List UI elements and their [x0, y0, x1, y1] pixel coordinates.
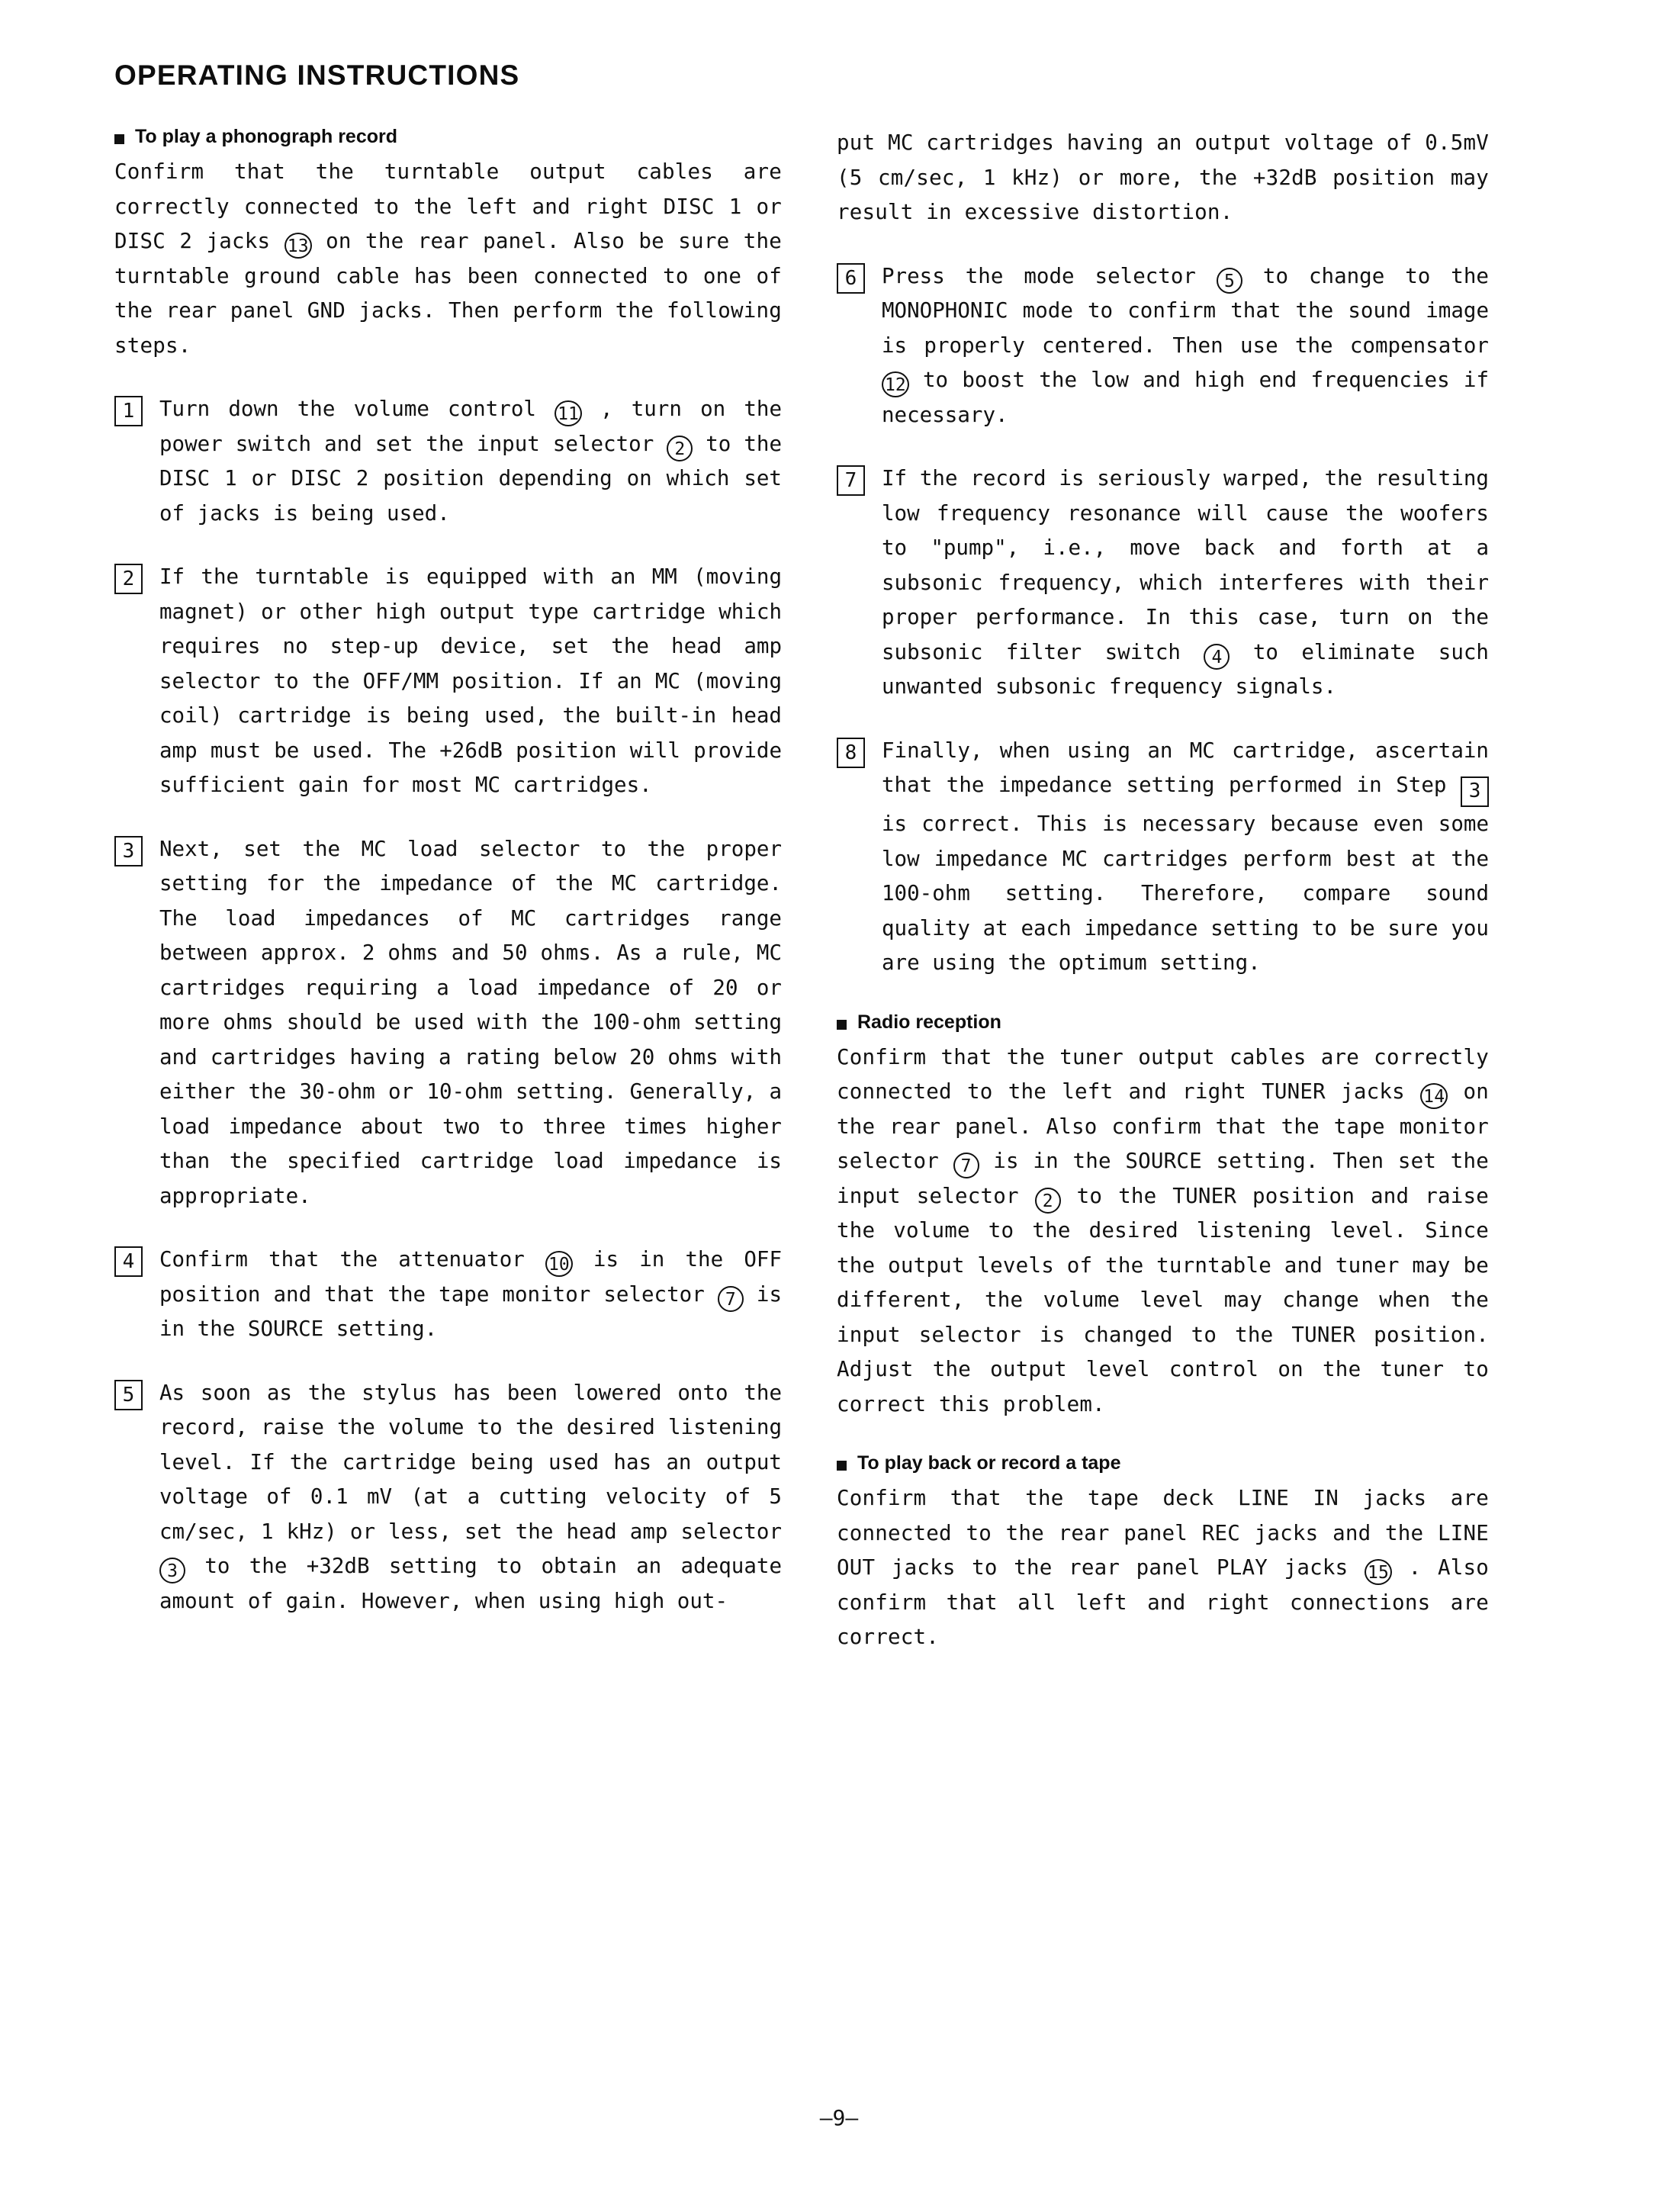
step-item [837, 734, 1489, 981]
step-text [159, 1376, 782, 1619]
bullet-square-icon [837, 1461, 847, 1471]
step-text-b: , turn on the power switch and set the input selector [159, 397, 782, 456]
section-heading-tape [837, 1452, 1489, 1474]
step-item [114, 832, 782, 1214]
step-text [159, 832, 782, 1214]
right-column [837, 126, 1489, 1663]
bullet-square-icon [837, 1020, 847, 1030]
control-ref-5: 5 [1217, 268, 1242, 294]
control-ref-7: 7 [718, 1286, 744, 1312]
control-ref-12: 12 [882, 371, 909, 397]
step-text-a: If the turntable is equipped with an MM (moving magnet) or other high output type cartridge which requires no step-up device, set the head amp selector to the OFF/MM position. If an MC (moving coil) cartridge is being used, the built-in head amp must be used. The +26dB position will provide sufficient gain for most MC cartridges. [159, 564, 782, 797]
step-text [159, 392, 782, 531]
step-text-c: is in the SOURCE setting. [159, 1281, 783, 1341]
step-number: 3 [114, 836, 143, 866]
step-text-a: Confirm that the attenuator [159, 1247, 525, 1272]
bullet-square-icon [114, 134, 124, 144]
step-number: 5 [114, 1380, 143, 1410]
step-text [159, 560, 782, 803]
radio-text-c: is in the SOURCE setting. Then set the input selector [837, 1149, 1489, 1208]
step-text-b: to the +32dB setting to obtain an adequate amount of gain. However, when using high out- [159, 1554, 783, 1613]
step-text-c: to boost the low and high end frequencies if necessary. [882, 368, 1490, 427]
step-text-a: If the record is seriously warped, the resulting low frequency resonance will cause the woofers to "pump", i.e., move back and forth at a subsonic frequency, which interferes with their proper performance. In this case, turn on the subsonic filter switch [882, 466, 1489, 664]
control-ref-14: 14 [1420, 1083, 1448, 1109]
step-text-a: As soon as the stylus has been lowered onto the record, raise the volume to the desired listening level. If the cartridge being used has an output voltage of 0.1 mV (at a cutting velocity of 5 cm/sec, 1 kHz) or less, set the head amp selector [159, 1380, 782, 1544]
radio-text-d: to the TUNER position and raise the volume to the desired listening level. Since the output levels of the turntable and tuner may be different, the volume level may change when the input selector is changed to the TUNER position. Adjust the output level control on the tuner to correct this problem. [837, 1183, 1489, 1416]
step-text-b: is in the OFF position and that the tape monitor selector [159, 1247, 782, 1307]
radio-text-a: Confirm that the tuner output cables are correctly connected to the left and right TUNER jacks [837, 1044, 1489, 1104]
control-ref-3: 3 [159, 1558, 185, 1583]
step-item [837, 461, 1489, 705]
control-ref-2: 2 [1035, 1188, 1061, 1214]
step-text-a: Finally, when using an MC cartridge, ascertain that the impedance setting performed in Step [882, 738, 1489, 797]
section-heading-label: To play a phonograph record [135, 126, 398, 147]
step-number: 7 [837, 465, 865, 496]
step-item [114, 1243, 782, 1347]
section-heading-phonograph [114, 126, 782, 148]
page-number: —9— [819, 2105, 859, 2130]
intro-text-part1: Confirm that the turntable output cables are correctly connected to the left and right DISC 1 or DISC 2 jacks [114, 159, 782, 253]
intro-text-part2: on the rear panel. Also be sure the turntable ground cable has been connected to one of the rear panel GND jacks. Then perform the following steps. [114, 229, 782, 358]
continuation-paragraph: put MC cartridges having an output voltage of 0.5mV (5 cm/sec, 1 kHz) or more, the +32dB position may result in excessive distortion. [837, 130, 1489, 224]
step-text [882, 734, 1489, 981]
control-ref-2: 2 [667, 436, 693, 461]
step-text [882, 259, 1489, 433]
tape-text-a: Confirm that the tape deck LINE IN jacks are connected to the rear panel REC jacks and the LINE OUT jacks to the rear panel PLAY jacks [837, 1486, 1489, 1580]
step-ref-box-3: 3 [1461, 776, 1489, 807]
two-column-body [114, 126, 1571, 1663]
tape-text-b: . Also confirm that all left and right connections are correct. [837, 1555, 1490, 1649]
step-text [159, 1243, 782, 1347]
control-ref-15: 15 [1365, 1559, 1392, 1585]
control-ref-10: 10 [545, 1251, 573, 1277]
section-heading-radio [837, 1011, 1489, 1034]
tape-paragraph [837, 1481, 1489, 1655]
step-text-c: to the DISC 1 or DISC 2 position depending on which set of jacks is being used. [159, 431, 782, 526]
step-number: 4 [114, 1246, 143, 1277]
radio-text-b: on the rear panel. Also confirm that the tape monitor selector [837, 1079, 1490, 1173]
step-text-b: to eliminate such unwanted subsonic frequency signals. [882, 639, 1489, 699]
tape-section [837, 1452, 1489, 1655]
control-ref-11: 11 [555, 400, 582, 426]
control-ref-13: 13 [284, 233, 312, 259]
section-heading-label: To play back or record a tape [857, 1452, 1121, 1474]
step-number: 6 [837, 263, 865, 294]
step-text-b: is correct. This is necessary because even some low impedance MC cartridges perform best at the 100-ohm setting. Therefore, compare sound quality at each impedance setting to be sure you are using the optimum setting. [882, 812, 1489, 975]
step-text-a: Turn down the volume control [159, 397, 536, 421]
radio-reception-section [837, 1011, 1489, 1423]
step-item [114, 560, 782, 803]
step-text [882, 461, 1489, 705]
intro-paragraph [114, 155, 782, 363]
left-column [114, 126, 782, 1663]
step-text-a: Next, set the MC load selector to the proper setting for the impedance of the MC cartridge. The load impedances of MC cartridges range between approx. 2 ohms and 50 ohms. As a rule, MC cartridges requiring a load impedance of 20 or more ohms should be used with the 100-ohm setting and cartridges having a rating below 20 ohms with either the 30-ohm or 10-ohm setting. Generally, a load impedance about two to three times higher than the specified cartridge load impedance is appropriate. [159, 836, 782, 1208]
step-item [114, 392, 782, 531]
control-ref-7: 7 [953, 1153, 979, 1178]
step-number: 1 [114, 396, 143, 426]
step-text-a: Press the mode selector [882, 263, 1196, 288]
control-ref-4: 4 [1204, 644, 1230, 670]
step-number: 8 [837, 738, 865, 768]
radio-paragraph [837, 1040, 1489, 1423]
step-text-b: to change to the MONOPHONIC mode to confirm that the sound image is properly centered. Then use the compensator [882, 263, 1489, 358]
step-number: 2 [114, 564, 143, 594]
step-item [837, 259, 1489, 433]
page-title: OPERATING INSTRUCTIONS [114, 59, 520, 91]
step-item [114, 1376, 782, 1619]
section-heading-label: Radio reception [857, 1011, 1001, 1033]
